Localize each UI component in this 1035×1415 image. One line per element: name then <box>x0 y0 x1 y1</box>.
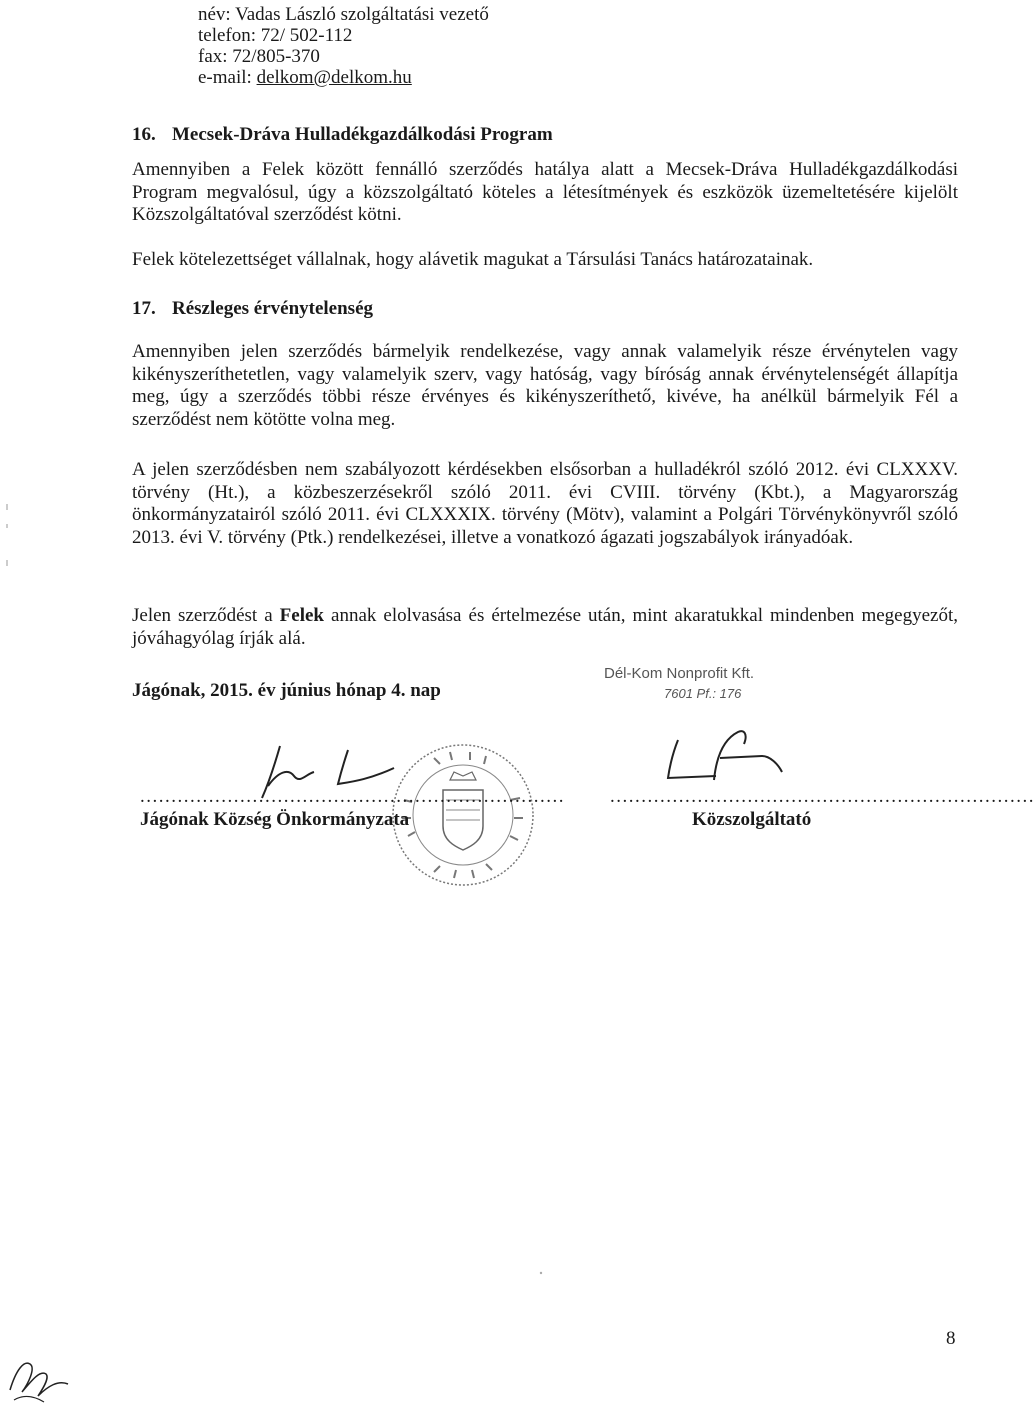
contact-phone: telefon: 72/ 502-112 <box>198 25 353 46</box>
section-17-title: Részleges érvénytelenség <box>172 298 374 319</box>
section-16-paragraph-1: Amennyiben a Felek között fennálló szerződés hatálya alatt a Mecsek-Dráva Hulladékgazdálkodási Program megvalósul, úgy a közszolgáltató köteles a létesítmények és eszközök üzemeltetésére kijelölt Közszolgáltatóval szerződést kötni. <box>132 159 958 225</box>
contact-block <box>198 4 489 88</box>
initials-icon <box>4 1350 74 1410</box>
company-stamp-address: 7601 Pf.: 176 <box>664 686 742 701</box>
section-17-paragraph-2: A jelen szerződésben nem szabályozott kérdésekben elsősorban a hulladékról szóló 2012. évi CLXXXV. törvény (Ht.), a közbeszerzésekről szóló 2011. évi CVIII. törvény (Kbt.), a Magyarország önkormányzatairól szóló 2011. évi CLXXXIX. törvény (Mötv), valamint a Polgári Törvénykönyvről szóló 2013. évi V. törvény (Ptk.) rendelkezései, illetve a vonatkozó ágazati jogszabályok irányadóak. <box>132 459 958 548</box>
right-signature-label: Közszolgáltató <box>692 809 812 830</box>
para3-after: annak elolvasása és értelmezése után, mint akaratukkal mindenben megegyezőt, jóváhagyólag írják alá. <box>132 605 958 649</box>
contact-email-prefix: e-mail: <box>198 67 257 88</box>
left-signature-label: Jágónak Község Önkormányzata <box>140 809 410 830</box>
section-17-paragraph-3 <box>132 605 958 650</box>
right-signature-line: .................................................................... <box>610 786 1035 807</box>
section-16-number: 16. <box>132 124 156 145</box>
section-16-title: Mecsek-Dráva Hulladékgazdálkodási Program <box>172 124 553 145</box>
page-number: 8 <box>946 1328 956 1349</box>
company-stamp <box>604 664 754 704</box>
place-date: Jágónak, 2015. év június hónap 4. nap <box>132 680 441 701</box>
speck-icon <box>538 1270 544 1276</box>
section-17-paragraph-1: Amennyiben jelen szerződés bármelyik rendelkezése, vagy annak valamelyik része érvénytelen vagy kikényszeríthetetlen, vagy valamelyik szerv, vagy hatóság, vagy bíróság annak érvénytelenségét állapítja meg, úgy a szerződés többi része érvényes és kikényszeríthető, kivéve, ha anélkül bármelyik Fél a szerződést nem kötötte volna meg. <box>132 341 958 430</box>
contact-email <box>198 67 489 88</box>
para3-felek: Felek <box>279 605 324 626</box>
contact-fax: fax: 72/805-370 <box>198 46 320 67</box>
para3-before: Jelen szerződést a <box>132 605 280 626</box>
company-stamp-name: Dél-Kom Nonprofit Kft. <box>604 665 755 682</box>
section-17-heading <box>132 298 373 320</box>
contact-email-link[interactable]: delkom@delkom.hu <box>256 67 412 88</box>
margin-mark-icon <box>0 500 14 590</box>
section-17-number: 17. <box>132 298 156 319</box>
municipal-seal-icon <box>390 742 536 888</box>
section-16-paragraph-2: Felek kötelezettséget vállalnak, hogy alávetik magukat a Társulási Tanács határozatainak. <box>132 249 814 270</box>
section-16-heading <box>132 124 553 146</box>
right-signature-icon <box>640 716 790 786</box>
left-signature-line: .................................................................... <box>140 786 565 807</box>
contact-name: név: Vadas László szolgáltatási vezető <box>198 4 489 25</box>
